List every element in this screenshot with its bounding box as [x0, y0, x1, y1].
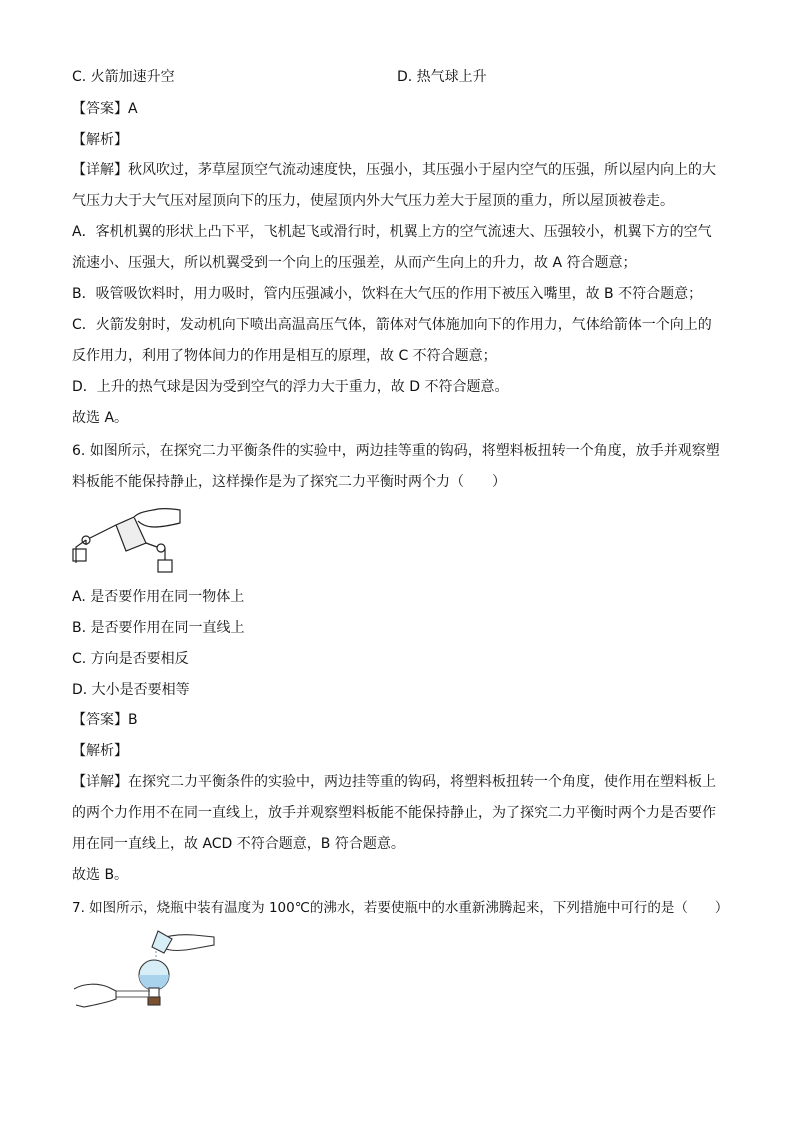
q7-figure-boiling-flask: [72, 925, 222, 1020]
right-pulley: [157, 544, 165, 552]
q6-options: [72, 582, 722, 706]
q6-figure-plastic-board-experiment: [68, 503, 183, 575]
left-rope: [90, 525, 116, 538]
detail-line: 流速小、压强大，所以机翼受到一个向上的压强差，从而产生向上的升力，故 A 符合题意；: [72, 255, 637, 271]
option-b: B. 是否要作用在同一直线上: [72, 620, 245, 636]
left-weight: [73, 549, 86, 561]
q5-detail: [72, 155, 722, 434]
q7-stem: 7. 如图所示，烧瓶中装有温度为 100℃的沸水，若要使瓶中的水重新沸腾起来，下列措施中可行的是（ ）: [72, 900, 729, 916]
answer-value: A: [128, 101, 138, 117]
detail-line: 反作用力，利用了物体间力的作用是相互的原理，故 C 不符合题意；: [72, 348, 497, 364]
detail-line: 【详解】在探究二力平衡条件的实验中，两边挂等重的钩码，将塑料板扭转一个角度，使作用在塑料板上: [72, 774, 716, 790]
detail-line: A．客机机翼的形状上凸下平，飞机起飞或滑行时，机翼上方的空气流速大、压强较小，机翼下方的空气: [72, 224, 712, 240]
analysis-tag: 【解析】: [72, 132, 128, 148]
detail-line: 用在同一直线上，故 ACD 不符合题意，B 符合题意。: [72, 836, 405, 852]
right-rope: [146, 543, 157, 547]
detail-line: 气压力大于大气压对屋顶向下的压力，使屋顶内外大气压力差大于屋顶的重力，所以屋顶被卷走。: [72, 193, 674, 209]
q6-detail: [72, 767, 722, 891]
detail-line: B．吸管吸饮料时，用力吸时，管内压强减小，饮料在大气压的作用下被压入嘴里，故 B 不符合题意；: [72, 286, 703, 302]
detail-line: 的两个力作用不在同一直线上，放手并观察塑料板能不能保持静止，为了探究二力平衡时两个力是否要作: [72, 805, 716, 821]
option-d: D. 热气球上升: [397, 69, 487, 85]
detail-line: 故选 A。: [72, 410, 129, 426]
stopper: [148, 997, 160, 1005]
detail-line: C．火箭发射时，发动机向下喷出高温高压气体，箭体对气体施加向下的作用力，气体给箭体一个向上的: [72, 317, 712, 333]
detail-line: 【详解】秋风吹过，茅草屋顶空气流动速度快，压强小，其压强小于屋内空气的压强，所以屋内向上的大: [72, 162, 716, 178]
stem-line: 料板能不能保持静止，这样操作是为了探究二力平衡时两个力（ ）: [72, 474, 506, 490]
holding-hand-icon: [74, 984, 116, 1007]
right-weight: [158, 560, 172, 572]
option-c: C. 方向是否要相反: [72, 651, 189, 667]
answer-row: [72, 99, 138, 119]
stem-line: 6. 如图所示，在探究二力平衡条件的实验中，两边挂等重的钩码，将塑料板扭转一个角度，放手并观察塑: [72, 443, 720, 459]
option-a: A. 是否要作用在同一物体上: [72, 589, 245, 605]
detail-line: 故选 B。: [72, 867, 129, 883]
answer-tag: 【答案】: [72, 101, 128, 117]
hand-icon: [134, 509, 180, 527]
detail-line: D．上升的热气球是因为受到空气的浮力大于重力，故 D 不符合题意。: [72, 379, 509, 395]
answer-value: B: [128, 712, 138, 728]
answer-row: [72, 710, 138, 730]
answer-tag: 【答案】: [72, 712, 128, 728]
option-c: C. 火箭加速升空: [72, 69, 175, 85]
analysis-tag: 【解析】: [72, 743, 128, 759]
q6-stem: [72, 436, 722, 498]
clamp-handle: [112, 991, 150, 997]
option-d: D. 大小是否要相等: [72, 682, 190, 698]
